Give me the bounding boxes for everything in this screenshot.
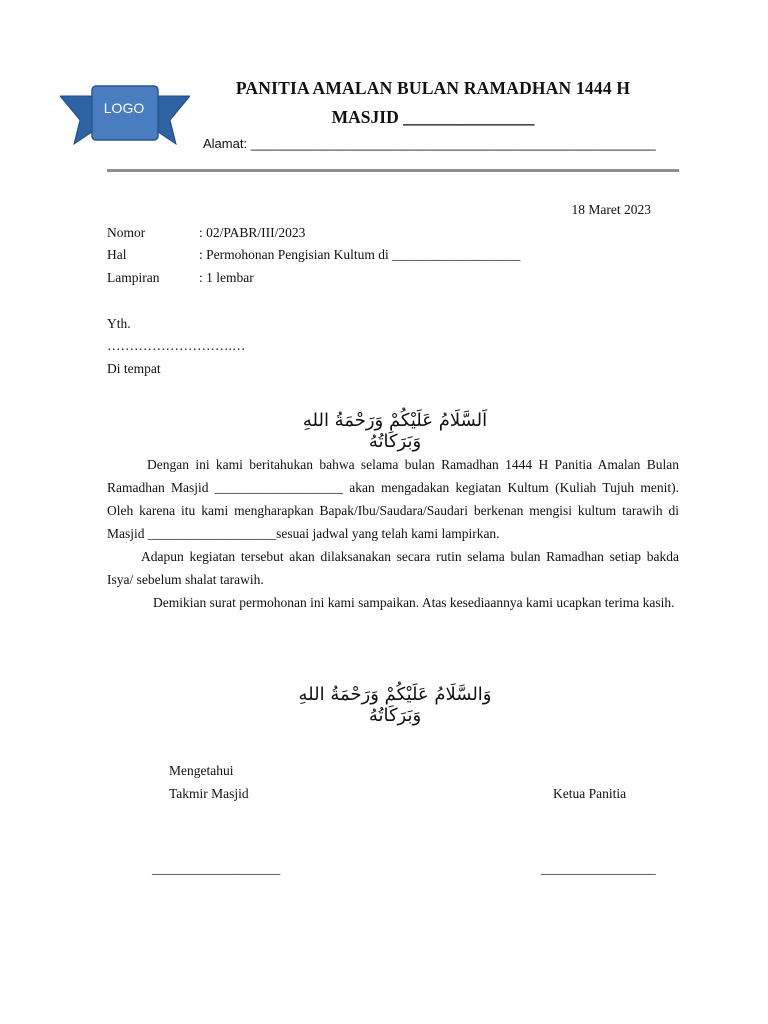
header-divider — [107, 169, 679, 172]
body-paragraph-3: Demikian surat permohonan ini kami sampaikan. Atas kesediaannya kami ucapkan terima kasih. — [153, 595, 675, 610]
signature-right-line: _________________ — [541, 861, 656, 876]
recipient-yth: Yth. — [107, 316, 131, 331]
letterhead-title: PANITIA AMALAN BULAN RAMADHAN 1444 H — [235, 78, 631, 98]
field-label-nomor: Nomor — [107, 225, 146, 240]
signature-left-title: Takmir Masjid — [169, 786, 249, 801]
field-label-hal: Hal — [107, 247, 127, 262]
recipient-place: Di tempat — [107, 361, 161, 376]
letterhead-masjid: MASJID _______________ — [331, 107, 535, 127]
letter-body — [107, 453, 679, 614]
logo-label: LOGO — [103, 100, 145, 116]
signature-left-mengetahui: Mengetahui — [169, 763, 234, 778]
signature-right-title: Ketua Panitia — [553, 786, 627, 801]
field-value-lampiran: : 1 lembar — [199, 270, 254, 285]
field-label-lampiran: Lampiran — [107, 270, 160, 285]
recipient-name-blank: ……………………….… — [107, 338, 246, 353]
opening-salam: اَلسَّلَامُ عَلَيْكُمْ وَرَحْمَةُ اللهِ وَبَرَكَاتُهُ — [302, 410, 488, 452]
field-value-nomor: : 02/PABR/III/2023 — [199, 225, 306, 240]
signature-left-line: ___________________ — [152, 861, 281, 876]
body-paragraph-2: Adapun kegiatan tersebut akan dilaksanakan secara rutin selama bulan Ramadhan setiap bakda Isya/ sebelum shalat tarawih. — [107, 549, 679, 587]
field-value-hal: : Permohonan Pengisian Kultum di ___________________ — [199, 247, 521, 262]
body-paragraph-1: Dengan ini kami beritahukan bahwa selama bulan Ramadhan 1444 H Panitia Amalan Bulan Ramadhan Masjid ___________________ akan mengadakan kegiatan Kultum (Kuliah Tujuh menit). Oleh karena itu kami mengharapkan Bapak/Ibu/Saudara/Saudari berkenan mengisi kultum tarawih di Masjid ___________________sesuai jadwal yang telah kami lampirkan. — [107, 457, 679, 541]
letterhead-address: Alamat: ________________________________________________________ — [203, 136, 656, 151]
letter-date: 18 Maret 2023 — [571, 202, 651, 217]
closing-salam: وَالسَّلَامُ عَلَيْكُمْ وَرَحْمَةُ اللهِ وَبَرَكَاتُهُ — [298, 684, 492, 726]
